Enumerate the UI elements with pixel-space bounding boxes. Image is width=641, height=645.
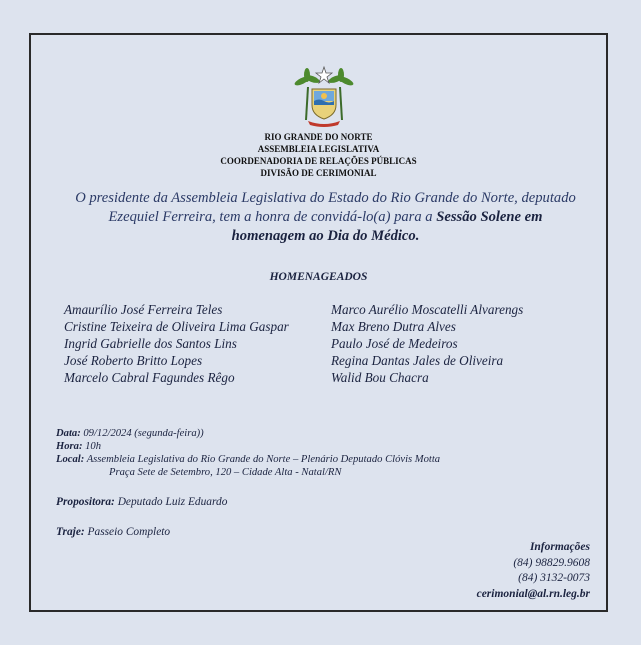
invitation-card (29, 33, 608, 612)
invitation-text (71, 189, 580, 246)
contact-phone-mobile: (84) 98829.9608 (513, 556, 590, 569)
header-coordination: COORDENADORIA DE RELAÇÕES PÚBLICAS (220, 156, 417, 166)
honoree-name: Max Breno Dutra Alves (331, 319, 456, 334)
event-location (56, 453, 440, 466)
dress-value: Passeio Completo (84, 526, 171, 538)
honoree-name: Regina Dantas Jales de Oliveira (331, 353, 504, 368)
proponent-value: Deputado Luiz Eduardo (114, 496, 228, 508)
contact-info (477, 540, 590, 602)
event-date (56, 427, 440, 440)
honorees-right-column (331, 301, 523, 386)
event-address: Praça Sete de Setembro, 120 – Cidade Alta - Natal/RN (109, 467, 342, 478)
header-assembly: ASSEMBLEIA LEGISLATIVA (257, 144, 380, 154)
dress-code (56, 526, 170, 538)
event-time (56, 440, 440, 453)
honorees-title: HOMENAGEADOS (269, 271, 368, 283)
header-state: RIO GRANDE DO NORTE (264, 132, 373, 142)
institution-header (31, 131, 606, 179)
proponent (56, 496, 227, 508)
contact-title: Informações (529, 541, 590, 553)
honoree-name: José Roberto Britto Lopes (64, 353, 203, 368)
contact-phone-office: (84) 3132-0073 (518, 572, 590, 584)
honoree-name: Walid Bou Chacra (331, 370, 429, 385)
date-value: 09/12/2024 (segunda-feira)) (80, 428, 204, 439)
header-division: DIVISÃO DE CERIMONIAL (260, 168, 377, 178)
event-details (56, 427, 440, 479)
location-label: Local: (56, 454, 85, 465)
honoree-name: Ingrid Gabrielle dos Santos Lins (64, 336, 237, 351)
invitation-text-session: Sessão Solene em homenagem ao Dia do Médico. (231, 209, 543, 244)
dress-label: Traje: (56, 526, 85, 538)
state-coat-of-arms-icon (294, 65, 354, 127)
contact-email: cerimonial@al.rn.leg.br (476, 587, 590, 600)
honoree-name: Marco Aurélio Moscatelli Alvarengs (331, 302, 524, 317)
time-value: 10h (82, 441, 102, 452)
location-value: Assembleia Legislativa do Rio Grande do Norte – Plenário Deputado Clóvis Motta (84, 454, 441, 465)
honoree-name: Marcelo Cabral Fagundes Rêgo (64, 370, 235, 385)
time-label: Hora: (56, 441, 83, 452)
honoree-name: Amaurílio José Ferreira Teles (64, 302, 223, 317)
date-label: Data: (56, 428, 81, 439)
honoree-name: Cristine Teixeira de Oliveira Lima Gaspar (64, 319, 289, 334)
honoree-name: Paulo José de Medeiros (331, 336, 458, 351)
invitation-text-main: O presidente da Assembleia Legislativa do Estado do Rio Grande do Norte, deputado Ezequiel Ferreira, tem a honra de convidá-lo(a) para a (75, 190, 576, 225)
honorees-left-column (64, 301, 289, 386)
proponent-label: Propositora: (56, 496, 115, 508)
